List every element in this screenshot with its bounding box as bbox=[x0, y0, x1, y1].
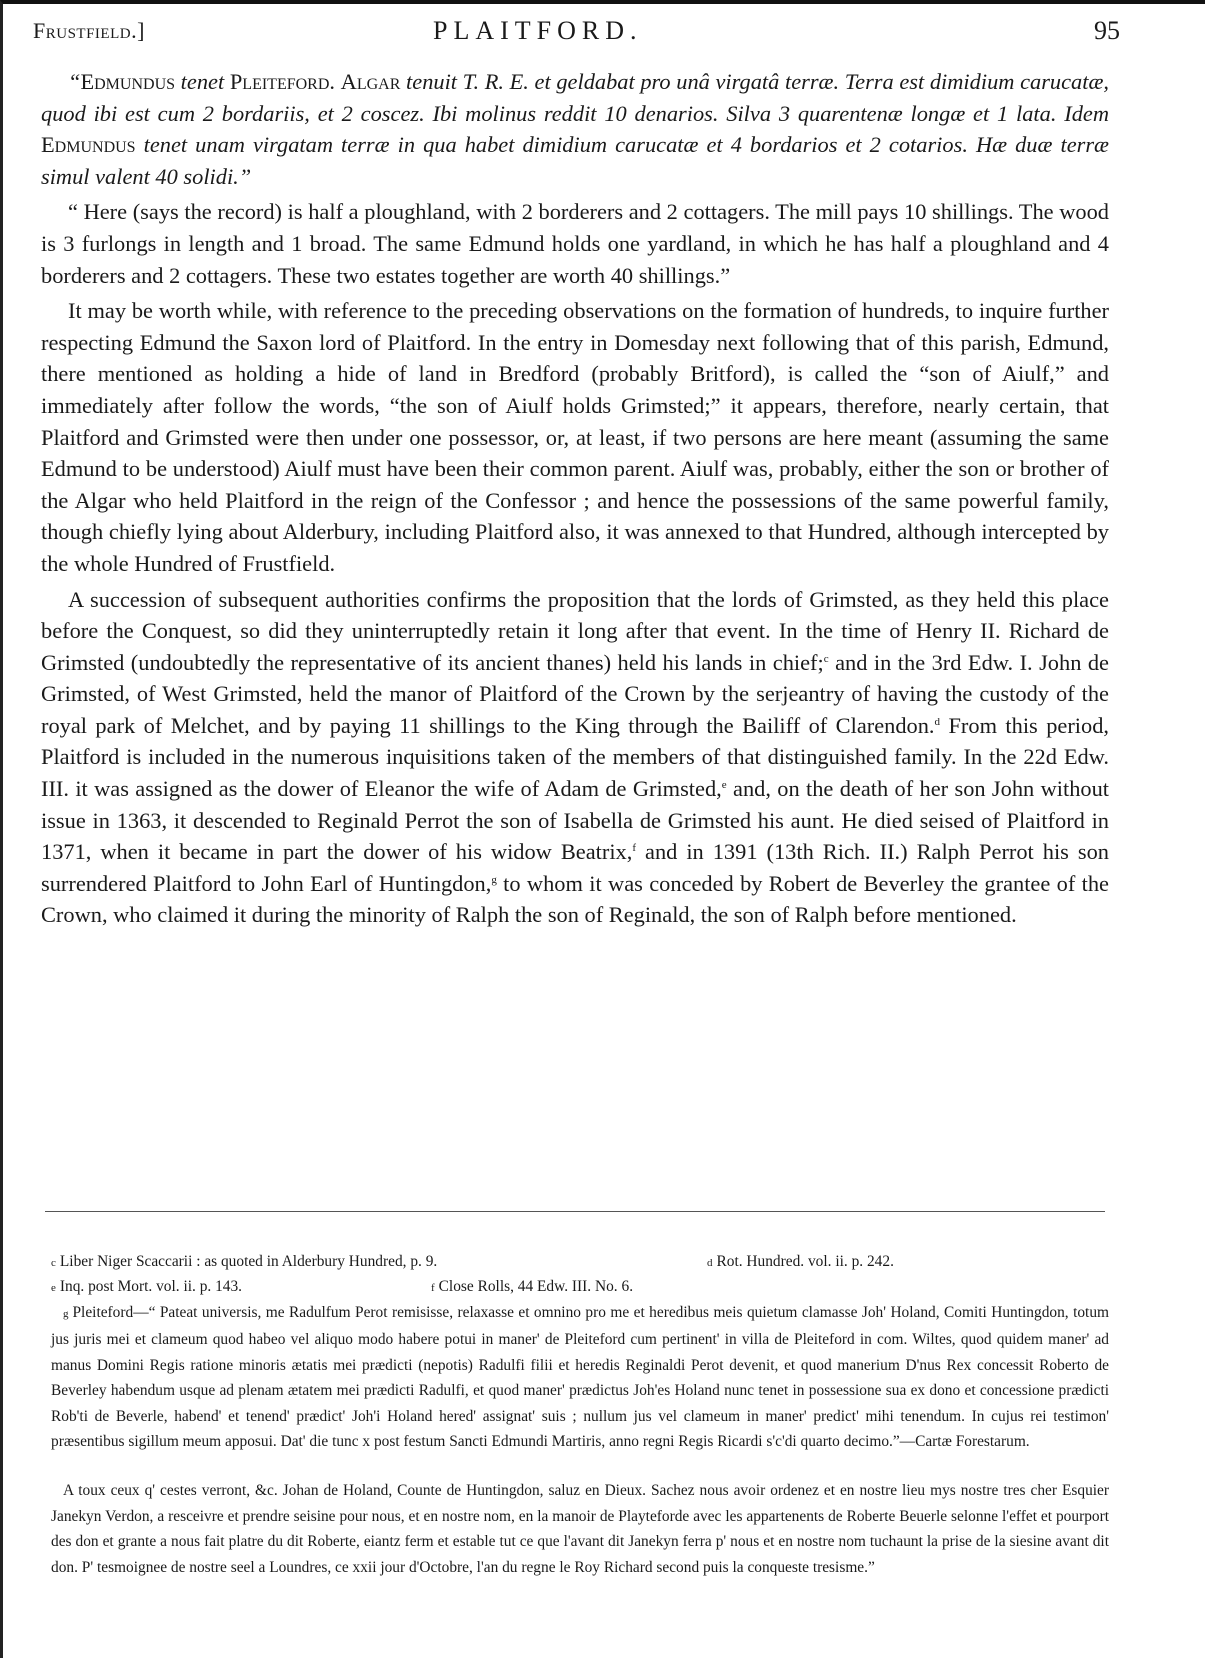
main-text bbox=[41, 66, 1109, 935]
name-edmundus: Edmundus bbox=[41, 132, 136, 158]
footnote-ref-f[interactable]: f bbox=[632, 842, 637, 855]
french-charter-text: A toux ceux q' cestes verront, &c. Johan de Holand, Counte de Huntingdon, saluz en Dieux. Sachez nous avoir ordenez et en nostre lieu mys nostre tres cher Esquier Janekyn Verdon, a resceivre et prendre seisine pour nous, et en nostre nom, en la manoir de Playteforde avec les appartenents de Roberte Beuerle selonne l'effet et pourport des don et grante a nous fait platre du dit Roberte, eiantz ferm et estable tut ce que l'avant dit Janekyn ferra p' nous et en nostre nom tuchaunt la prise de la siesine avant dit don. P' tesmoignee de nostre seel a Loundres, ce xxii jour d'Octobre, l'an du regne le Roy Richard second puis la conqueste tresisme.” bbox=[51, 1482, 1109, 1576]
footnote-c: c Liber Niger Scaccarii : as quoted in Alderbury Hundred, p. 9. bbox=[51, 1253, 438, 1270]
domesday-latin-quote: “Edmundus tenet Pleiteford. Algar tenuit T. R. E. et geldabat pro unâ virgatâ terræ. Terra est dimidium carucatæ, quod ibi est cum 2 bordariis, et 2 coscez. Ibi molinus reddit 10 denarios. Silva 3 quarentenæ longæ et 1 lata. Idem Edmundus tenet unam virgatam terræ in qua habet dimidium carucatæ et 4 bordarios et 2 cotarios. Hæ duæ terræ simul valent 40 solidi.” bbox=[41, 69, 1110, 189]
translation-paragraph: “ Here (says the record) is half a ploughland, with 2 borderers and 2 cottagers. The mill pays 10 shillings. The wood is 3 furlongs in length and 1 broad. The same Edmund holds one yardland, in which he has half a ploughland and 4 borderers and 2 cottagers. These two estates together are worth 40 shillings.” bbox=[41, 199, 1109, 288]
footnote-ref-d[interactable]: d bbox=[934, 715, 941, 728]
hundreds-paragraph: It may be worth while, with reference to the preceding observations on the formation of hundreds, to inquire further respecting Edmund the Saxon lord of Plaitford. In the entry in Domesday next following that of this parish, Edmund, there mentioned as holding a hide of land in Bredford (probably Britford), is called the “son of Aiulf,” and immediately after follow the words, “the son of Aiulf holds Grimsted;” it appears, therefore, nearly certain, that Plaitford and Grimsted were then under one possessor, or, at least, if two persons are here meant (assuming the same Edmund to be understood) Aiulf must have been their common parent. Aiulf was, probably, either the son or brother of the Algar who held Plaitford in the reign of the Confessor ; and hence the possessions of the same powerful family, though chiefly lying about Alderbury, including Plaitford also, it was annexed to that Hundred, although intercepted by the whole Hundred of Frustfield. bbox=[41, 298, 1109, 576]
name-edmundus: Edmundus bbox=[80, 69, 176, 94]
footnotes bbox=[51, 1249, 1109, 1580]
footnote-d: d Rot. Hundred. vol. ii. p. 242. bbox=[707, 1253, 894, 1270]
succession-paragraph: A succession of subsequent authorities confirms the proposition that the lords of Grimsted, as they held this place before the Conquest, so did they uninterruptedly retain it long after that event. In the time of Henry II. Richard de Grimsted (undoubtedly the representative of its ancient thanes) held his lands in chief;$^c$ and in the 3rd Edw. I. John de Grimsted, of West Grimsted, held the manor of Plaitford of the Crown by the serjeantry of having the custody of the royal park of Melchet, and by paying 11 shillings to the King through the Bailiff of Clarendon.$^d$ From this period, Plaitford is included in the numerous inquisitions taken of the members of that distinguished family. In the 22d Edw. III. it was assigned as the dower of Eleanor the wife of Adam de Grimsted,$^e$ and, on the death of her son John without issue in 1363, it descended to Reginald Perrot the son of Isabella de Grimsted his aunt. He died seised of Plaitford in 1371, when it became in part the dower of his widow Beatrix,$^f$ and in 1391 (13th Rich. II.) Ralph Perrot his son surrendered Plaitford to John Earl of Huntingdon,$^g$ to whom it was conceded by Robert de Beverley the grantee of the Crown, who claimed it during the minority of Ralph the son of Reginald, the son of Ralph before mentioned. bbox=[41, 586, 1109, 928]
footnote-f: f Close Rolls, 44 Edw. III. No. 6. bbox=[431, 1278, 634, 1295]
footnote-ref-e[interactable]: e bbox=[721, 779, 727, 792]
footnote-ref-g[interactable]: g bbox=[491, 873, 497, 886]
footnote-ref-c[interactable]: c bbox=[823, 652, 829, 665]
place-pleiteford: Pleiteford. bbox=[229, 69, 335, 94]
name-algar: Algar bbox=[340, 69, 401, 94]
footnote-row bbox=[51, 1249, 1109, 1274]
footnote-g: g Pleiteford—“ Pateat universis, me Radulfum Perot remisisse, relaxasse et omnino pro me et heredibus meis quietum clamasse Joh' Holand, Comiti Huntingdon, totum jus juris mei et clameum quod habeo vel aliquo modo habere potui in maner' de Pleiteford cum pertinent' in villa de Pleiteford in com. Wiltes, quod quidem maner' ad manus Domini Regis ratione minoris ætatis mei prædicti (nepotis) Radulfi filii et heredis Reginaldi Perot devenit, et quod manerium D'nus Rex concessit Roberto de Beverley habendum usque ad plenam ætatem mei prædicti Radulfi, et quod maner' prædictus Joh'es Holand nunc tenet in possessione sua ex dono et concessione prædicti Rob'ti de Beverle, habend' et tenend' prædict' Joh'i Holand hered' assignat' suis ; nullum jus vel clameum in maner' predict' mihi tenendum. In cujus rei testimon' præsentibus sigillum meum apposui. Dat' die tunc x post festum Sancti Edmundi Martiris, anno regni Regis Ricardi s'c'di quarto decimo.”—Cartæ Forestarum. bbox=[51, 1304, 1109, 1451]
running-header bbox=[33, 14, 1165, 54]
footnote-divider bbox=[45, 1211, 1105, 1212]
hundred-name: Frustfield.] bbox=[33, 18, 145, 43]
footnote-e: e Inq. post Mort. vol. ii. p. 143. bbox=[51, 1278, 243, 1295]
footnote-row bbox=[51, 1274, 1109, 1299]
page-title: PLAITFORD. bbox=[433, 16, 643, 45]
page-number: 95 bbox=[1094, 16, 1120, 45]
